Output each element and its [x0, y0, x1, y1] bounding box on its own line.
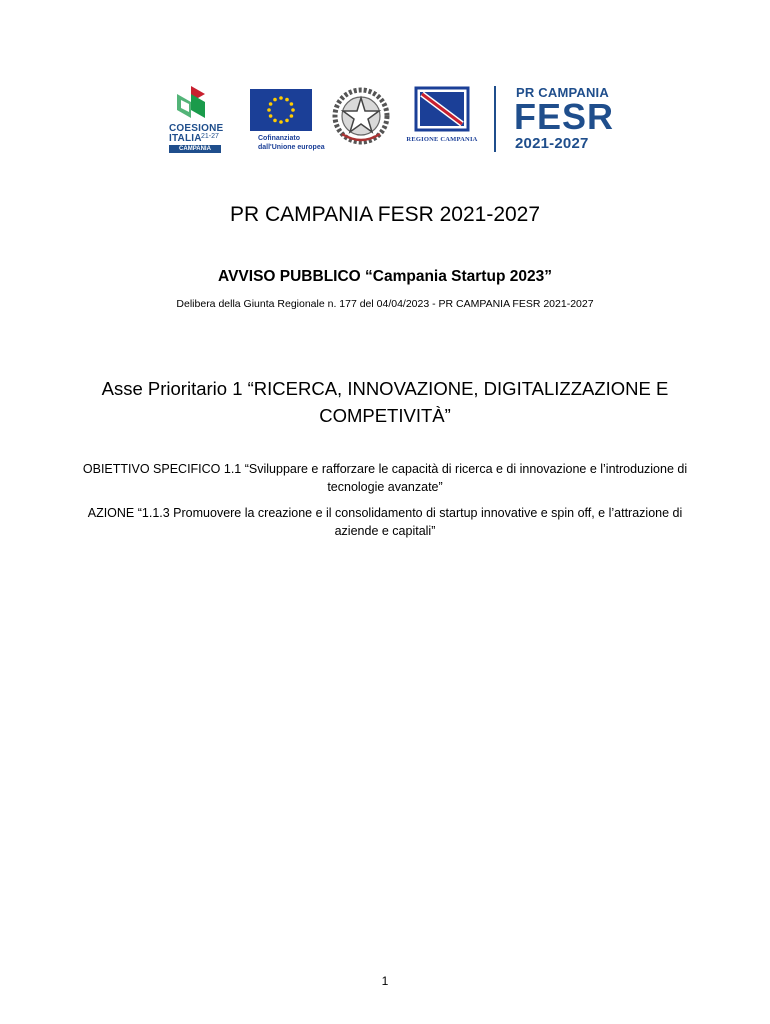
- regione-shield-icon: [414, 86, 470, 132]
- eu-cofinanced-logo: [248, 89, 325, 153]
- coesione-region-bar: [169, 145, 221, 153]
- delibera-reference: Delibera della Giunta Regionale n. 177 del 04/04/2023 - PR CAMPANIA FESR 2021-2027: [176, 298, 594, 310]
- azione-line1: AZIONE “1.1.3 Promuovere la creazione e il consolidamento di startup innovative e spin off, e l’attrazione di: [87, 506, 683, 520]
- coesione-italia-logo: [165, 86, 231, 154]
- document-title: PR CAMPANIA FESR 2021-2027: [229, 203, 541, 226]
- document-subtitle: AVVISO PUBBLICO “Campania Startup 2023”: [218, 268, 552, 285]
- eu-line2: dall'Unione europea: [258, 144, 325, 151]
- coesione-mark-icon: [177, 86, 217, 122]
- regione-campania-logo: [405, 86, 479, 148]
- coesione-years: 21-27: [201, 133, 219, 140]
- logo-divider: [494, 86, 496, 152]
- eu-flag-icon: [250, 89, 312, 131]
- fesr-line2: FESR: [514, 96, 615, 137]
- coesione-region: CAMPANIA: [179, 146, 211, 152]
- pr-campania-fesr-logo: [513, 84, 623, 156]
- eu-line1: Cofinanziato: [258, 135, 300, 142]
- obiettivo-line1: OBIETTIVO SPECIFICO 1.1 “Sviluppare e rafforzare le capacità di ricerca e di innovazione e l’introduzione di: [82, 462, 688, 476]
- fesr-line3: 2021-2027: [515, 135, 589, 152]
- logo-strip: [0, 84, 770, 156]
- page-number: 1: [381, 974, 389, 988]
- coesione-line2: ITALIA: [169, 133, 202, 144]
- azione-line2: aziende e capitali”: [334, 524, 436, 538]
- fesr-line1: PR CAMPANIA: [516, 85, 609, 100]
- asse-heading-line1: Asse Prioritario 1 “RICERCA, INNOVAZIONE, DIGITALIZZAZIONE E: [101, 378, 669, 399]
- regione-label: REGIONE CAMPANIA: [406, 136, 478, 143]
- obiettivo-line2: tecnologie avanzate”: [327, 480, 443, 494]
- coesione-line1: COESIONE: [169, 123, 224, 134]
- asse-heading-line2: COMPETIVITÀ”: [319, 405, 451, 426]
- italian-republic-emblem-icon: [332, 86, 390, 146]
